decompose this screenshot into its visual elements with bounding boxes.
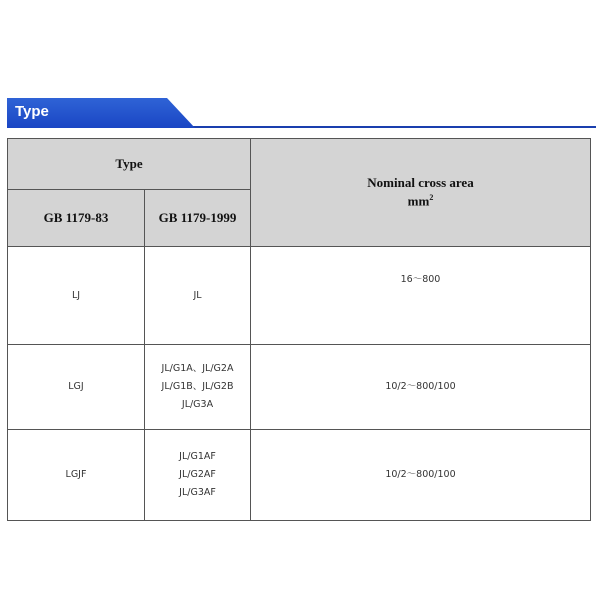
- table-row: [8, 247, 591, 345]
- table-row: [8, 430, 591, 521]
- new-type-line: JL: [193, 289, 202, 301]
- header-area-unit-wrap: [251, 193, 590, 209]
- new-type-line: JL/G3A: [181, 399, 214, 410]
- new-type-line: JL/G1AF: [179, 451, 216, 462]
- type-table: [7, 138, 591, 521]
- cell-old-type: LGJ: [8, 345, 145, 430]
- cell-area: 10/2～800/100: [251, 345, 591, 430]
- header-gb-1179-83: GB 1179-83: [8, 190, 145, 247]
- new-type-line: JL/G1B、JL/G2B: [161, 381, 234, 392]
- header-gb-1179-1999: GB 1179-1999: [145, 190, 251, 247]
- new-type-line: JL/G3AF: [179, 487, 216, 498]
- header-area-label: Nominal cross area: [367, 175, 474, 191]
- cell-new-type: [145, 430, 251, 521]
- header-area-unit: mm: [407, 193, 430, 209]
- header-type: Type: [8, 139, 251, 190]
- cell-new-type: [145, 247, 251, 345]
- header-nominal-cross-area: [251, 139, 591, 247]
- cell-new-type: [145, 345, 251, 430]
- new-type-line: JL/G1A、JL/G2A: [161, 363, 234, 374]
- table-row: [8, 345, 591, 430]
- section-header: [7, 98, 596, 128]
- cell-old-type: LJ: [8, 247, 145, 345]
- new-type-line: JL/G2AF: [179, 469, 216, 480]
- section-title: Type: [15, 103, 49, 120]
- cell-area: 10/2～800/100: [251, 430, 591, 521]
- header-area-unit-sup: 2: [429, 193, 434, 203]
- cell-area: 16～800: [251, 247, 591, 345]
- cell-old-type: LGJF: [8, 430, 145, 521]
